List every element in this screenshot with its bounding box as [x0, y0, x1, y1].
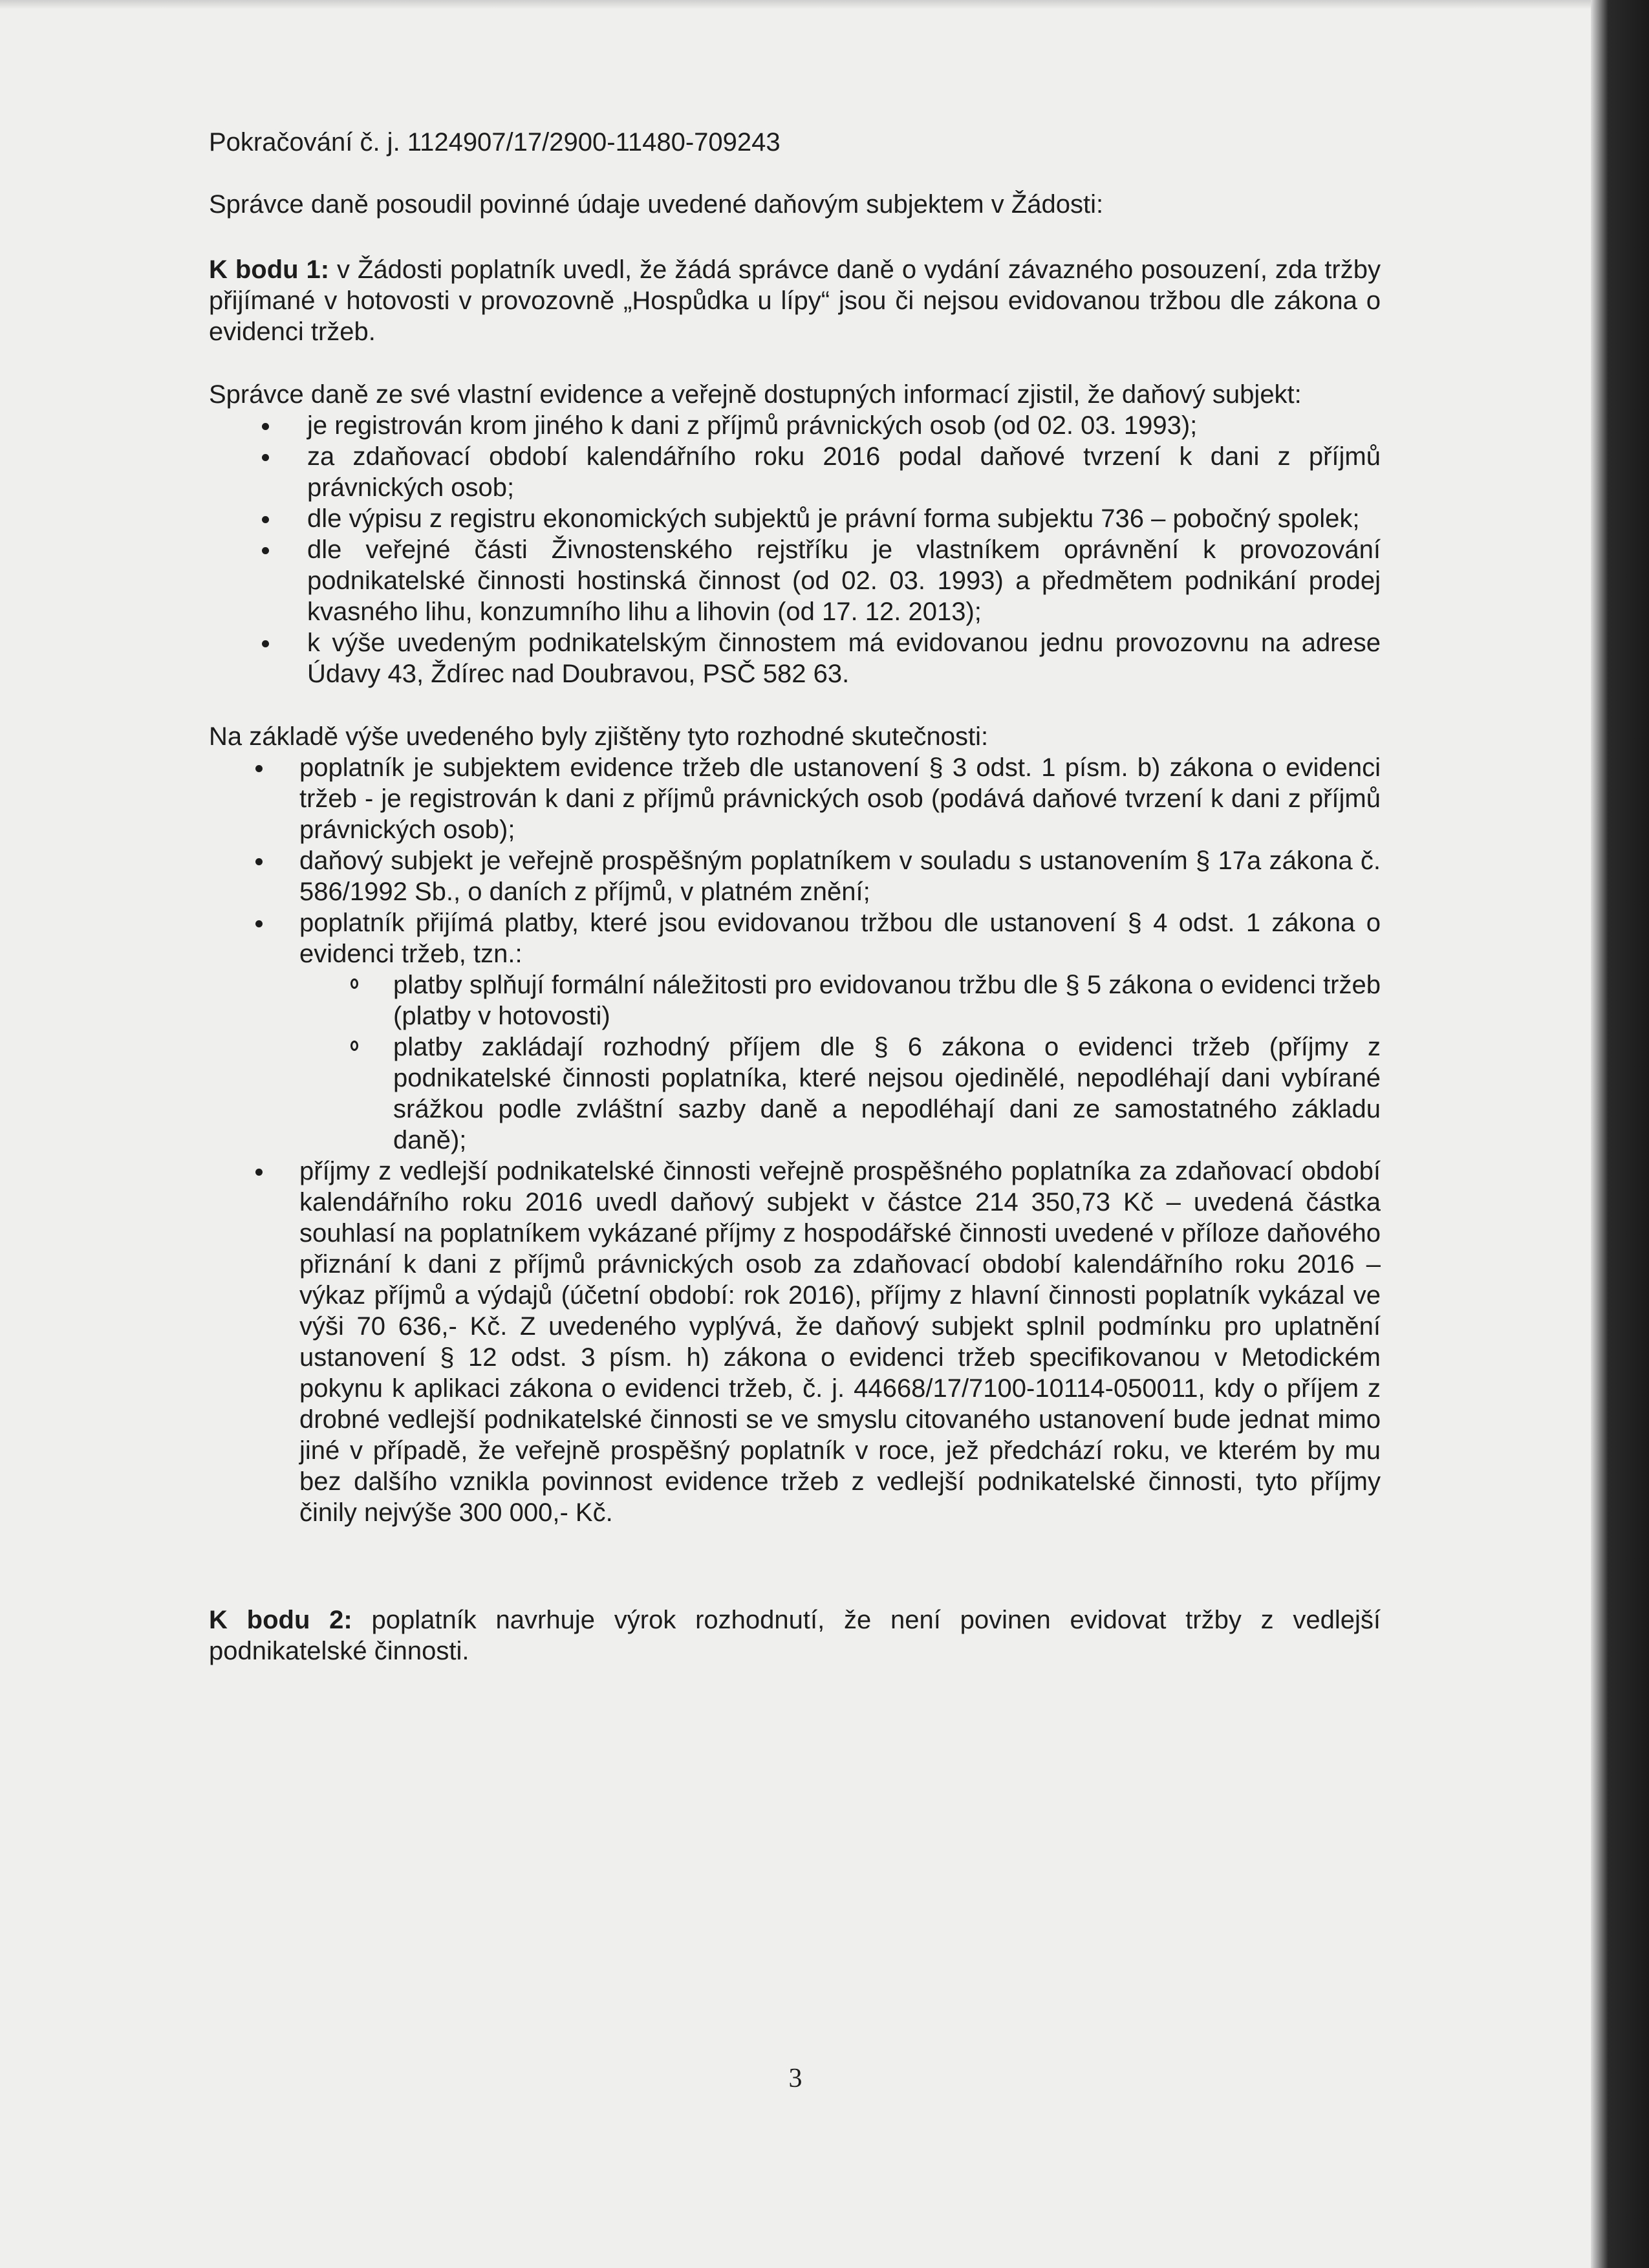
reference-number: Pokračování č. j. 1124907/17/2900-11480-709243 [209, 128, 781, 157]
bullet-icon [255, 858, 263, 865]
list-item: poplatník přijímá platby, které jsou evidovanou tržbou dle ustanovení § 4 odst. 1 zákona o evidenci tržeb, tzn.: platby splňují formální náležitosti pro evidovanou tržbu dle § 5 zákona o evidenci tržeb (platby v hotovosti) platby zakládají rozhodný příjem dle § 6 zákona o evidenci tržeb (příjmy z podnikatelské činnosti poplatníka, které nejsou ojedinělé, nepodléhají dani vybírané srážkou podle zvláštní sazby daně a nepodléhají dani ze samostatného základu daně); [209, 907, 1381, 1156]
list-item: je registrován krom jiného k dani z příjmů právnických osob (od 02. 03. 1993); [209, 410, 1381, 441]
bullet-icon [262, 454, 269, 461]
bullet-icon [262, 640, 269, 647]
sub-list-item: platby zakládají rozhodný příjem dle § 6 zákona o evidenci tržeb (příjmy z podnikatelské činnosti poplatníka, které nejsou ojedinělé, nepodléhají dani vybírané srážkou podle zvláštní sazby daně a nepodléhají dani ze samostatného základu daně); [299, 1031, 1381, 1156]
list-item: daňový subjekt je veřejně prospěšným poplatníkem v souladu s ustanovením § 17a zákona č. 586/1992 Sb., o daních z příjmů, v platném znění; [209, 845, 1381, 907]
list-item: příjmy z vedlejší podnikatelské činnosti veřejně prospěšného poplatníka za zdaňovací období kalendářního roku 2016 uvedl daňový subjekt v částce 214 350,73 Kč – uvedená částka souhlasí na poplatníkem vykázané příjmy z hospodářské činnosti uvedené v příloze daňového přiznání k dani z příjmů právnických osob za zdaňovací období kalendářního roku 2016 – výkaz příjmů a výdajů (účetní období: rok 2016), příjmy z hlavní činnosti poplatník vykázal ve výši 70 636,- Kč. Z uvedeného vyplývá, že daňový subjekt splnil podmínku pro uplatnění ustanovení § 12 odst. 3 písm. h) zákona o evidenci tržeb specifikovanou v Metodickém pokynu k aplikaci zákona o evidenci tržeb, č. j. 44668/17/7100-10114-050011, kdy o příjem z drobné vedlejší podnikatelské činnosti se ve smyslu citovaného ustanovení bude jednat mimo jiné v případě, že veřejně prospěšný poplatník v roce, jež předchází roku, ve kterém by mu bez dalšího vznikla povinnost evidence tržeb z vedlejší podnikatelské činnosti, tyto příjmy činily nejvýše 300 000,- Kč. [209, 1156, 1381, 1528]
point-1-paragraph [209, 254, 1381, 347]
section-point-1 [209, 254, 1381, 1528]
sub-list-item: platby splňují formální náležitosti pro evidovanou tržbu dle § 5 zákona o evidenci tržeb (platby v hotovosti) [299, 969, 1381, 1031]
bullet-icon [262, 547, 269, 554]
scan-right-edge [1591, 0, 1649, 2268]
bullet-icon [255, 1169, 263, 1176]
point-1-text: v Žádosti poplatník uvedl, že žádá správce daně o vydání závazného posouzení, zda tržby přijímané v hotovosti v provozovně „Hospůdka u lípy“ jsou či nejsou evidovanou tržbou dle zákona o evidenci tržeb. [209, 255, 1381, 346]
bullet-icon [255, 920, 263, 927]
list-item: poplatník je subjektem evidence tržeb dle ustanovení § 3 odst. 1 písm. b) zákona o evidenci tržeb - je registrován k dani z příjmů právnických osob (podává daňové tvrzení k dani z příjmů právnických osob); [209, 752, 1381, 845]
point-2-label: K bodu 2: [209, 1606, 352, 1634]
list-item: dle výpisu z registru ekonomických subjektů je právní forma subjektu 736 – pobočný spolek; [209, 503, 1381, 534]
payment-conditions-list [299, 969, 1381, 1156]
scan-top-edge [0, 0, 1591, 9]
facts-intro: Na základě výše uvedeného byly zjištěny tyto rozhodné skutečnosti: [209, 722, 989, 751]
document-page [209, 127, 1381, 1667]
findings-list [209, 410, 1381, 689]
point-1-label: K bodu 1: [209, 255, 330, 284]
list-item: za zdaňovací období kalendářního roku 2016 podal daňové tvrzení k dani z příjmů právnických osob; [209, 441, 1381, 503]
point-2-text: poplatník navrhuje výrok rozhodnutí, že není povinen evidovat tržby z vedlejší podnikatelské činnosti. [209, 1606, 1381, 1665]
intro-paragraph: Správce daně posoudil povinné údaje uvedené daňovým subjektem v Žádosti: [209, 190, 1104, 219]
point-2-paragraph [209, 1604, 1381, 1667]
page-number: 3 [788, 2064, 803, 2093]
circle-bullet-icon [350, 1041, 358, 1051]
bullet-icon [262, 423, 269, 430]
list-item: k výše uvedeným podnikatelským činnostem má evidovanou jednu provozovnu na adrese Údavy 43, Ždírec nad Doubravou, PSČ 582 63. [209, 627, 1381, 689]
bullet-icon [255, 765, 263, 772]
findings-intro: Správce daně ze své vlastní evidence a veřejně dostupných informací zjistil, že daňový subjekt: [209, 380, 1302, 409]
bullet-icon [262, 516, 269, 523]
list-item: dle veřejné části Živnostenského rejstříku je vlastníkem oprávnění k provozování podnikatelské činnosti hostinská činnost (od 02. 03. 1993) a předmětem podnikání prodej kvasného lihu, konzumního lihu a lihovin (od 17. 12. 2013); [209, 534, 1381, 627]
circle-bullet-icon [350, 978, 358, 989]
facts-list [209, 752, 1381, 1528]
